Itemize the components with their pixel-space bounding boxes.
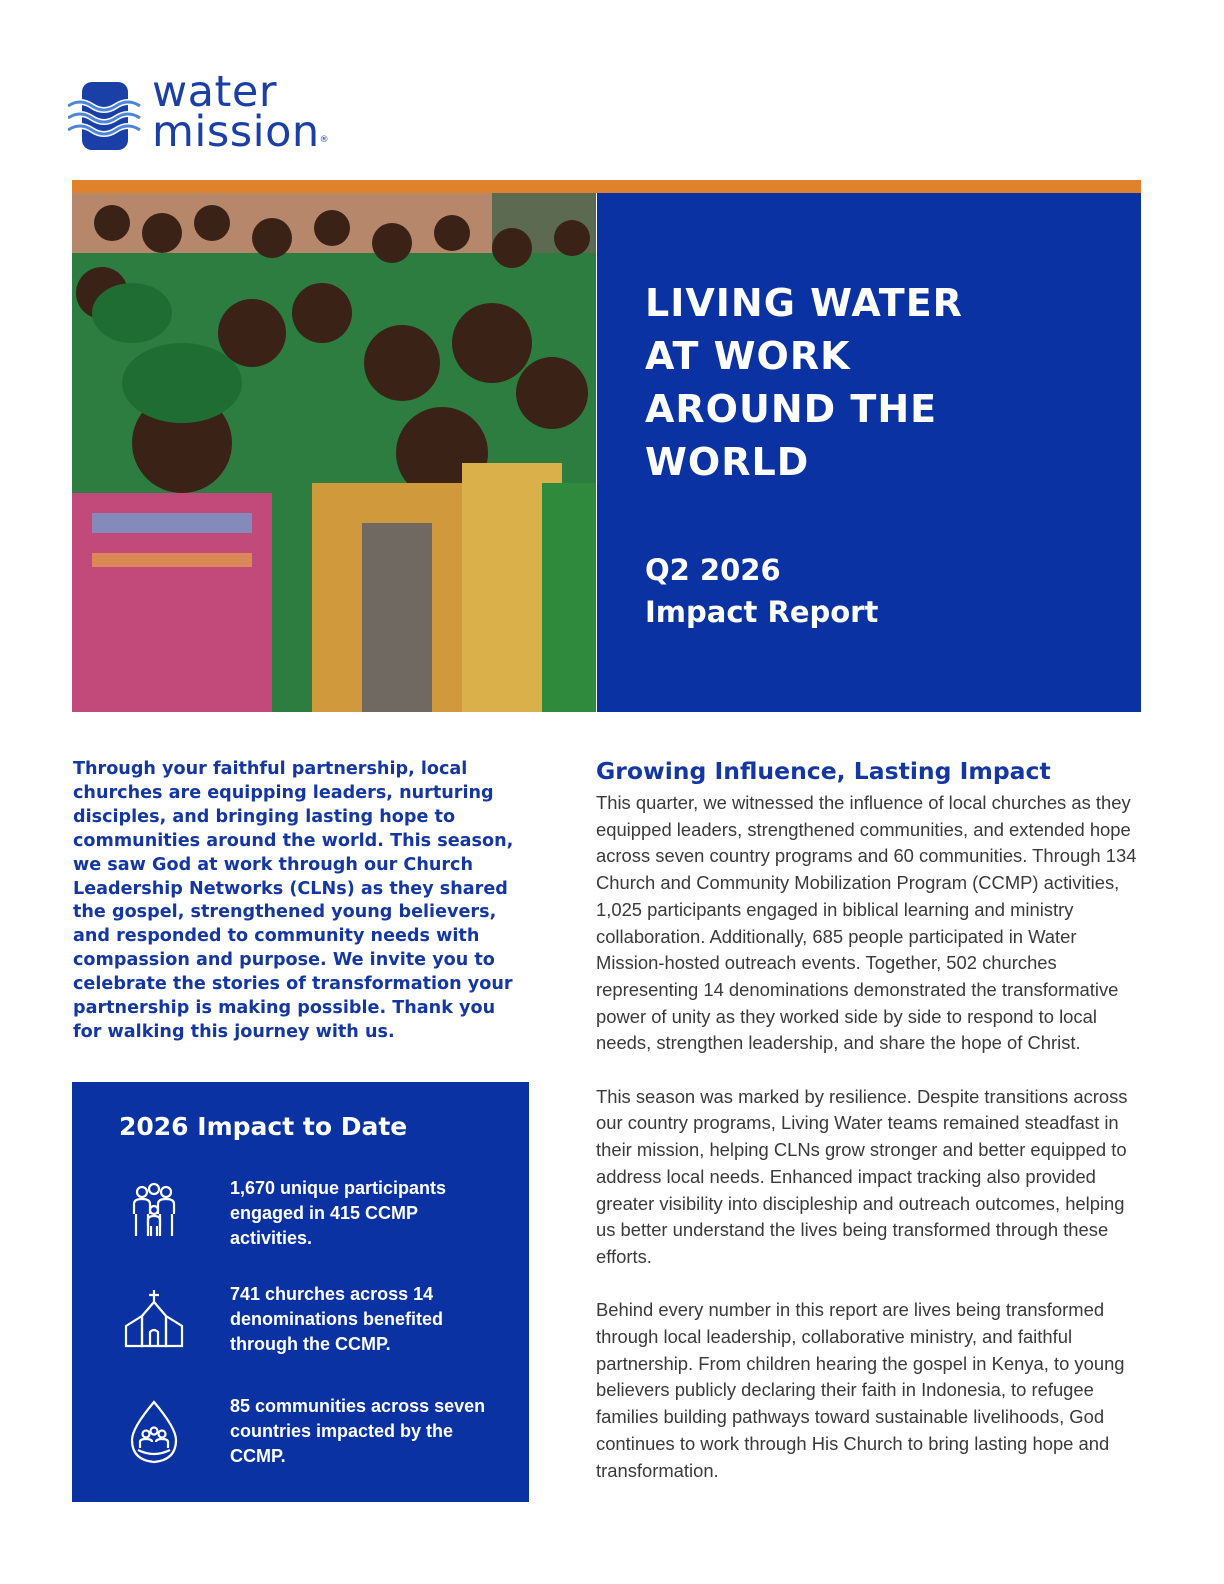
article-paragraph: This quarter, we witnessed the influence of local churches as they equipped leaders, strengthened communities, and extended hope across seven country programs and 60 communities. Through 134 Church and Community Mobilization Program (CCMP) activities, 1,025 participants engaged in biblical learning and ministry collaboration. Additionally, 685 people participated in Water Mission-hosted outreach events. Together, 502 churches representing 14 denominations demonstrated the transformative power of unity as they worked side by side to respond to local needs, strengthen leadership, and share the hope of Christ. <box>596 792 1137 1054</box>
hero-title-panel <box>597 193 1141 712</box>
article-paragraph: Behind every number in this report are lives being transformed through local leadership, collaborative ministry, and faithful partnership. From children hearing the gospel in Kenya, to young believers publicly declaring their faith in Indonesia, to refugee families building pathways toward sustainable livelihoods, God continues to work through His Church to bring lasting hope and transformation. <box>596 1299 1125 1481</box>
people-group-icon <box>122 1180 186 1244</box>
impact-title: 2026 Impact to Date <box>119 1112 408 1141</box>
impact-stat-text: 85 communities across seven countries impacted by the CCMP. <box>230 1396 486 1466</box>
impact-to-date-box <box>72 1082 529 1502</box>
logo-wordmark <box>152 67 330 157</box>
children-photo-illustration <box>72 193 596 712</box>
article-title: Growing Influence, Lasting Impact <box>596 757 1051 785</box>
logo-line-2 <box>152 107 330 157</box>
water-mission-logo <box>68 67 368 158</box>
intro-paragraph: Through your faithful partnership, local churches are equipping leaders, nurturing disciples, and bringing lasting hope to communities around the world. This season, we saw God at work through our Church Leadership Networks (CLNs) as they shared the gospel, strengthened young believers, and responded to community needs with compassion and purpose. We invite you to celebrate the stories of transformation your partnership is making possible. Thank you for walking this journey with us. <box>73 759 514 1042</box>
church-icon <box>122 1286 186 1350</box>
hero-title: LIVING WATER AT WORK AROUND THE WORLD <box>645 281 963 484</box>
orange-accent-bar <box>72 180 1141 193</box>
community-drop-icon <box>122 1400 186 1464</box>
impact-stat-text: 741 churches across 14 denominations benefited through the CCMP. <box>230 1284 444 1354</box>
logo-line-2-text: mission <box>152 107 320 157</box>
hero-photo-children <box>72 193 596 712</box>
registered-mark: ® <box>319 135 330 145</box>
hero-subtitle: Q2 2026 Impact Report <box>645 553 879 629</box>
article-column <box>596 754 1146 1511</box>
water-waves-logo-icon <box>68 80 148 156</box>
logo-line-1: water <box>152 67 278 117</box>
impact-stat-text: 1,670 unique participants engaged in 415 CCMP activities. <box>230 1178 447 1248</box>
article-paragraph: This season was marked by resilience. Despite transitions across our country programs, Living Water teams remained steadfast in their mission, helping CLNs grow stronger and better equipped to address local needs. Enhanced impact tracking also provided greater visibility into discipleship and outreach outcomes, helping us better understand the lives being transformed through these efforts. <box>596 1085 1128 1267</box>
